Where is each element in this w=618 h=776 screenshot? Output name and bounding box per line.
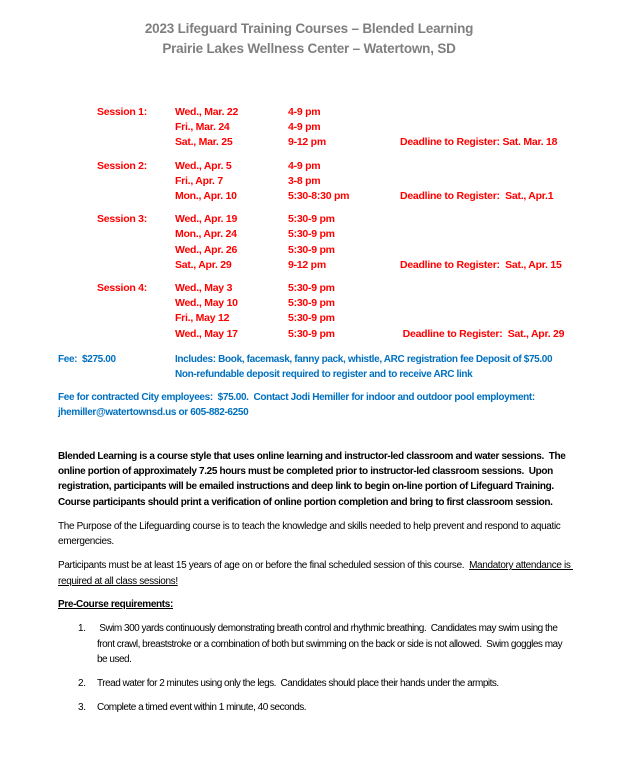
session-deadline	[400, 120, 618, 135]
session-day: Fri., Apr. 7	[175, 174, 223, 187]
participants-paragraph	[58, 558, 573, 589]
session-label	[97, 174, 175, 189]
session-time: 5:30-9 pm	[288, 327, 335, 340]
session-day: Wed., Apr. 5	[175, 159, 232, 172]
fee-includes	[175, 352, 552, 382]
requirements-list	[58, 621, 573, 715]
document-title	[0, 0, 618, 59]
session-group	[0, 212, 618, 273]
session-row	[0, 258, 618, 273]
session-label	[97, 135, 175, 150]
fee-includes-line2: Non-refundable deposit required to register and to receive ARC link	[175, 369, 473, 381]
session-day: Mon., Apr. 10	[175, 190, 237, 203]
session-group	[0, 159, 618, 205]
session-time: 5:30-8:30 pm	[288, 190, 350, 203]
city-fee-paragraph	[58, 390, 618, 420]
session-time: 3-8 pm	[288, 174, 321, 187]
document-body	[58, 449, 573, 716]
session-day: Wed., Mar. 22	[175, 106, 239, 118]
session-row	[0, 311, 618, 326]
session-day: Sat., Apr. 29	[175, 258, 232, 271]
precourse-heading: Pre-Course requirements:	[58, 599, 173, 611]
session-day: Wed., May 17	[175, 327, 238, 340]
title-line-1: 2023 Lifeguard Training Courses – Blended Learning	[144, 21, 474, 36]
session-deadline	[400, 212, 618, 227]
requirement-text: Swim 300 yards continuously demonstrating breath control and rhythmic breathing. Candidates may swim using the front crawl, breaststroke or a combination of both but swimming on the back or side is not allowed. Swim goggles may be used.	[97, 623, 565, 666]
session-group	[0, 105, 618, 151]
session-deadline	[400, 243, 618, 258]
requirement-text: Tread water for 2 minutes using only the legs. Candidates should place their hands under the armpits.	[97, 678, 499, 690]
purpose-paragraph: The Purpose of the Lifeguarding course is to teach the knowledge and skills needed to help prevent and respond to aquatic emergencies.	[58, 520, 563, 548]
city-fee-line1: Fee for contracted City employees: $75.00. Contact Jodi Hemiller for indoor and outdoor pool employment:	[58, 392, 535, 404]
session-time: 9-12 pm	[288, 136, 326, 149]
requirement-number: 1.	[78, 623, 86, 635]
contact-phone: or 605-882-6250	[176, 407, 249, 419]
session-time: 5:30-9 pm	[288, 243, 335, 256]
session-row	[0, 296, 618, 311]
participants-text: Participants must be at least 15 years of age on or before the final scheduled session of this course.	[58, 560, 470, 572]
session-label	[97, 296, 175, 311]
session-deadline	[400, 227, 618, 242]
session-row	[0, 174, 618, 189]
session-time: 4-9 pm	[288, 121, 321, 134]
session-day: Wed., Apr. 19	[175, 213, 238, 226]
session-row	[0, 135, 618, 150]
city-fee-line2	[58, 405, 618, 420]
session-day: Sat., Mar. 25	[175, 136, 233, 149]
participants-underline-text: Mandatory attendance is required at all class sessions!	[58, 560, 573, 587]
session-deadline: Deadline to Register: Sat. Mar. 18	[400, 136, 558, 149]
session-day: Wed., Apr. 26	[175, 243, 238, 256]
session-day: Fri., Mar. 24	[175, 121, 230, 134]
session-time: 4-9 pm	[288, 159, 321, 172]
session-deadline: Deadline to Register: Sat., Apr. 29	[400, 327, 565, 340]
session-deadline: Deadline to Register: Sat., Apr.1	[400, 190, 554, 203]
fee-amount: Fee: $275.00	[58, 353, 116, 365]
session-row	[0, 159, 618, 174]
session-deadline	[400, 174, 618, 189]
session-label	[97, 311, 175, 326]
session-time: 5:30-9 pm	[288, 213, 335, 226]
session-group	[0, 281, 618, 342]
session-deadline	[400, 159, 618, 174]
session-row	[0, 189, 618, 204]
session-time: 5:30-9 pm	[288, 228, 335, 241]
session-label: Session 4:	[97, 282, 148, 295]
fee-row	[0, 352, 618, 382]
session-label	[97, 327, 175, 342]
session-deadline	[400, 311, 618, 326]
fee-section	[0, 352, 618, 421]
requirement-item	[58, 621, 573, 667]
session-label	[97, 120, 175, 135]
session-time: 5:30-9 pm	[288, 282, 335, 295]
session-deadline	[400, 296, 618, 311]
session-deadline: Deadline to Register: Sat., Apr. 15	[400, 258, 562, 271]
session-time: 5:30-9 pm	[288, 312, 335, 325]
session-label: Session 1:	[97, 106, 148, 118]
requirement-item	[58, 676, 573, 691]
session-time: 4-9 pm	[288, 106, 321, 118]
fee-includes-line1: Includes: Book, facemask, fanny pack, whistle, ARC registration fee Deposit of $75.00	[175, 353, 553, 365]
session-deadline	[400, 105, 618, 120]
requirement-number: 3.	[78, 701, 86, 713]
session-label: Session 3:	[97, 213, 148, 226]
session-day: Wed., May 3	[175, 282, 233, 295]
session-label	[97, 243, 175, 258]
session-row	[0, 212, 618, 227]
requirement-number: 2.	[78, 678, 86, 690]
schedule-table	[0, 105, 618, 342]
session-time: 9-12 pm	[288, 258, 326, 271]
session-day: Wed., May 10	[175, 297, 238, 310]
session-deadline	[400, 281, 618, 296]
session-row	[0, 327, 618, 342]
session-time: 5:30-9 pm	[288, 297, 335, 310]
contact-email-link[interactable]: jhemiller@watertownsd.us	[58, 407, 177, 419]
title-line-2: Prairie Lakes Wellness Center – Watertown, SD	[162, 41, 456, 56]
session-label	[97, 258, 175, 273]
session-row	[0, 227, 618, 242]
session-label	[97, 227, 175, 242]
session-row	[0, 120, 618, 135]
session-day: Mon., Apr. 24	[175, 228, 237, 241]
session-day: Fri., May 12	[175, 312, 230, 325]
session-row	[0, 105, 618, 120]
session-label: Session 2:	[97, 159, 148, 172]
session-label	[97, 189, 175, 204]
requirement-item	[58, 700, 573, 715]
requirement-text: Complete a timed event within 1 minute, 40 seconds.	[97, 701, 307, 713]
session-row	[0, 243, 618, 258]
session-row	[0, 281, 618, 296]
blended-learning-paragraph: Blended Learning is a course style that uses online learning and instructor-led classroom and water sessions. The online portion of approximately 7.25 hours must be completed prior to instructor-led classroom sessions. Upon registration, participants will be emailed instructions and deep link to begin on-line portion of Lifeguard Training. Course participants should print a verification of online portion completion and bring to first classroom session.	[58, 450, 568, 508]
